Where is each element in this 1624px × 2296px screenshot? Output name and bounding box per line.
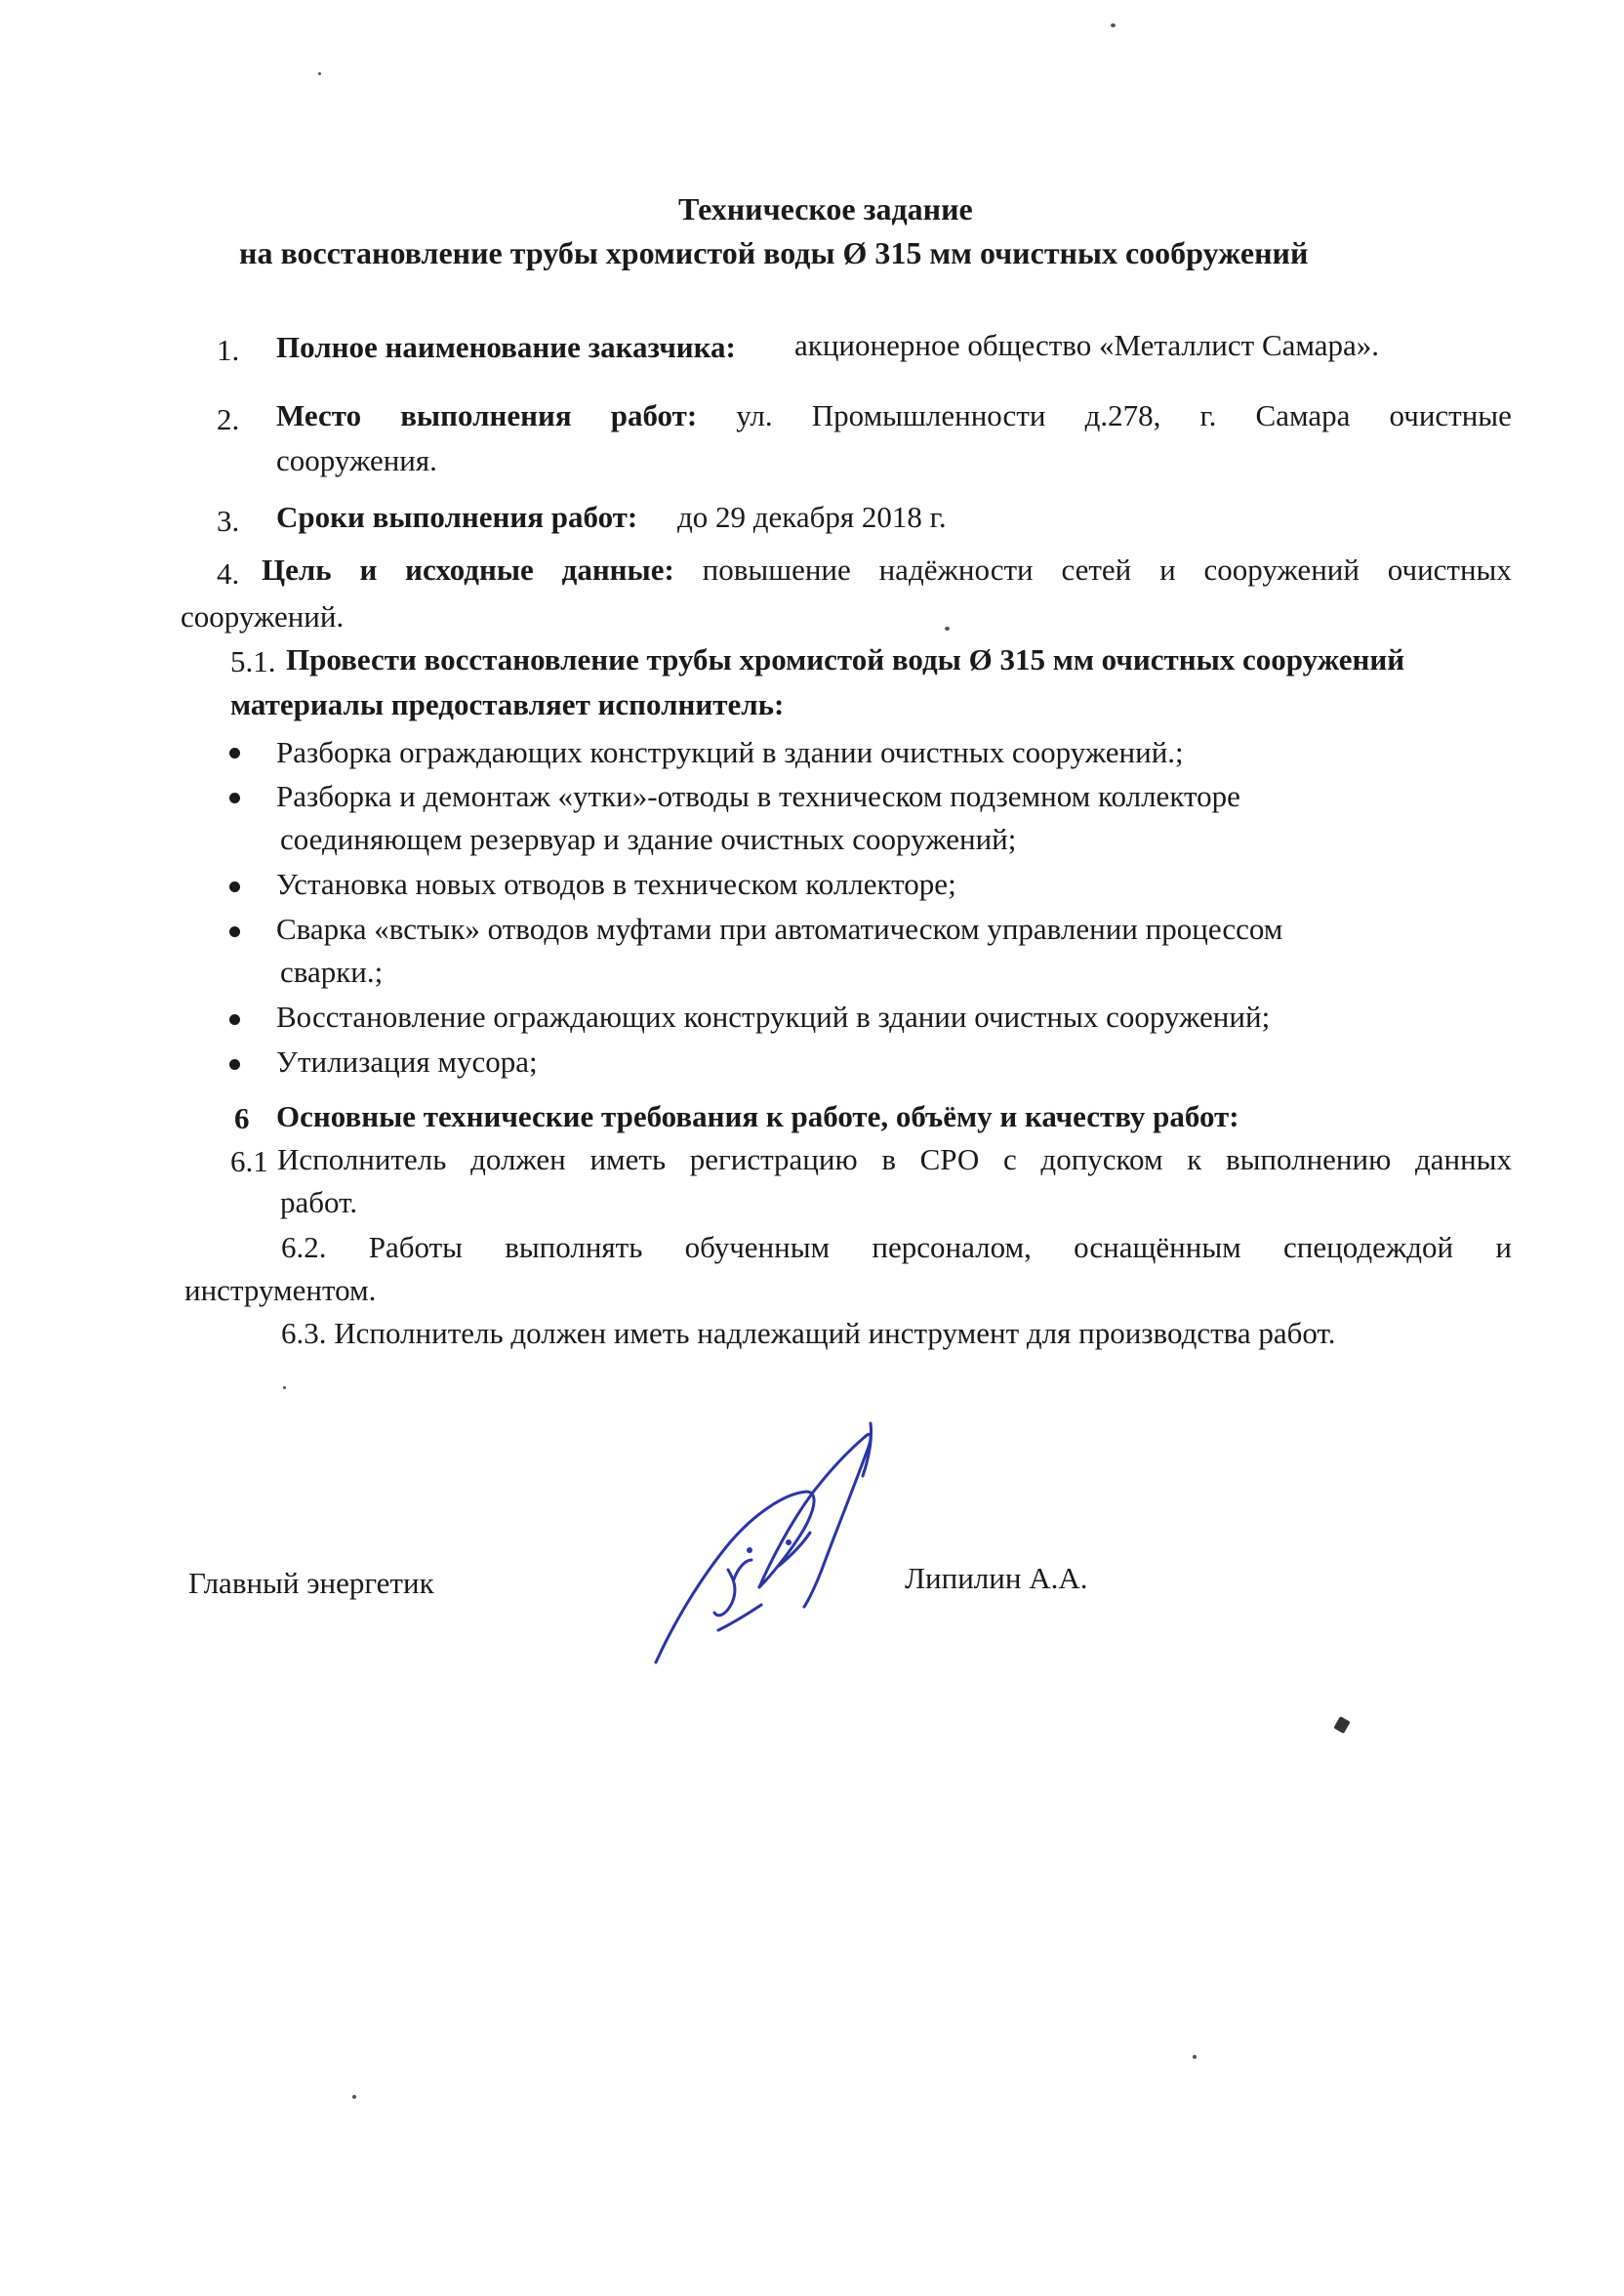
item-4-label-word: Цель (262, 553, 332, 587)
handwritten-signature-icon (644, 1414, 898, 1677)
item-2-value-word: очистные (1389, 398, 1512, 432)
item-1-value: акционерное общество «Металлист Самара». (794, 328, 1380, 362)
req-6-2-continuation: инструментом. (184, 1273, 377, 1307)
req-6-2-word: Работы (368, 1230, 463, 1264)
req-6-1-word: допуском (1040, 1142, 1163, 1176)
bullet-icon (229, 793, 240, 803)
item-4-label-word: данные: (561, 553, 674, 587)
req-6-2-word: выполнять (505, 1230, 643, 1264)
scan-speck (1333, 1716, 1350, 1734)
scan-speck (283, 1386, 286, 1389)
item-2-label-word: Место (276, 398, 362, 432)
item-2-value-word: г. (1199, 398, 1217, 432)
req-6-2-line (281, 1232, 1512, 1262)
section-5-1-line2: материалы предоставляет исполнитель: (230, 687, 785, 721)
signatory-position: Главный энергетик (188, 1566, 434, 1600)
bullet-icon (229, 1059, 240, 1070)
req-6-2-word: спецодеждой (1283, 1230, 1454, 1264)
req-6-1-word: регистрацию (689, 1142, 858, 1176)
signatory-name: Липилин А.А. (905, 1561, 1088, 1595)
section-6-number: 6 (234, 1101, 250, 1135)
req-6-1-word: к (1187, 1142, 1202, 1176)
req-6-1-word: должен (470, 1142, 566, 1176)
item-3-value: до 29 декабря 2018 г. (677, 500, 947, 534)
item-4-value-word: повышение (702, 553, 851, 587)
item-2-value-word: Промышленности (811, 398, 1046, 432)
item-2-label-word: выполнения (400, 398, 572, 432)
item-2-number: 2. (217, 402, 240, 436)
item-2-value-word: д.278, (1084, 398, 1161, 432)
item-2-value-word: Самара (1255, 398, 1351, 432)
document-title: Техническое задание (678, 191, 973, 226)
bullet-icon (229, 748, 240, 758)
scan-speck (1111, 23, 1116, 27)
bullet-icon (229, 1014, 240, 1025)
bullet-item-3: Установка новых отводов в техническом коллекторе; (276, 867, 956, 901)
item-3-label: Сроки выполнения работ: (276, 500, 638, 534)
item-2-label-word: работ: (610, 398, 698, 432)
item-4-value-word: сооружений (1203, 553, 1360, 587)
req-6-2-word: обученным (684, 1230, 831, 1264)
req-6-2-word: оснащённым (1074, 1230, 1241, 1264)
item-4-value-word: очистных (1387, 553, 1512, 587)
item-2-continuation: сооружения. (276, 443, 437, 477)
item-4-number: 4. (217, 556, 240, 591)
section-5-1-number: 5.1. (230, 644, 276, 678)
document-subtitle: на восстановление трубы хромистой воды Ø 315 мм очистных сообружений (239, 235, 1309, 270)
req-6-2-word: персоналом, (872, 1230, 1032, 1264)
item-4-value-word: сетей (1061, 553, 1132, 587)
req-6-1-word: в (881, 1142, 896, 1176)
scan-speck (1193, 2055, 1197, 2059)
item-4-label-word: исходные (405, 553, 534, 587)
bullet-item-6: Утилизация мусора; (276, 1045, 538, 1079)
bullet-item-5: Восстановление ограждающих конструкций в здании очистных сооружений; (276, 1000, 1271, 1034)
req-6-2-word: 6.2. (281, 1230, 327, 1264)
scan-speck (318, 72, 321, 75)
item-1-label: Полное наименование заказчика: (276, 330, 736, 364)
bullet-item-1: Разборка ограждающих конструкций в здании очистных сооружений.; (276, 735, 1184, 769)
section-6-heading: Основные технические требования к работе, объёму и качеству работ: (276, 1099, 1239, 1133)
section-5-1-line1: Провести восстановление трубы хромистой воды Ø 315 мм очистных сооружений (286, 642, 1405, 676)
bullet-icon (229, 882, 240, 892)
scan-speck (945, 627, 950, 631)
item-4-value-word: надёжности (878, 553, 1034, 587)
bullet-item-4-line2: сварки.; (280, 955, 384, 989)
req-6-3: 6.3. Исполнитель должен иметь надлежащий инструмент для производства работ. (281, 1316, 1336, 1350)
req-6-1-continuation: работ. (280, 1185, 358, 1219)
req-6-1-word: с (1002, 1142, 1017, 1176)
req-6-1-word: иметь (589, 1142, 667, 1176)
item-1-number: 1. (217, 333, 240, 367)
item-4-value-word: и (1159, 553, 1176, 587)
req-6-1-word: СРО (919, 1142, 980, 1176)
item-4-line (262, 554, 1512, 585)
req-6-2-word: и (1495, 1230, 1512, 1264)
bullet-item-4-line1: Сварка «встык» отводов муфтами при автоматическом управлении процессом (276, 912, 1283, 946)
item-4-label-word: и (359, 553, 378, 587)
bullet-item-2-line1: Разборка и демонтаж «утки»-отводы в техническом подземном коллекторе (276, 779, 1240, 813)
req-6-1-line (277, 1144, 1512, 1174)
req-6-1-word: Исполнитель (277, 1142, 447, 1176)
req-6-1-word: выполнению (1225, 1142, 1392, 1176)
req-6-1-number: 6.1 (230, 1144, 268, 1178)
item-2-value-word: ул. (736, 398, 773, 432)
req-6-1-word: данных (1414, 1142, 1512, 1176)
scan-speck (352, 2095, 356, 2099)
bullet-item-2-line2: соединяющем резервуар и здание очистных сооружений; (280, 822, 1017, 856)
item-3-number: 3. (217, 504, 240, 538)
item-2-line (276, 400, 1512, 430)
item-4-continuation: сооружений. (181, 599, 345, 634)
bullet-icon (229, 926, 240, 937)
